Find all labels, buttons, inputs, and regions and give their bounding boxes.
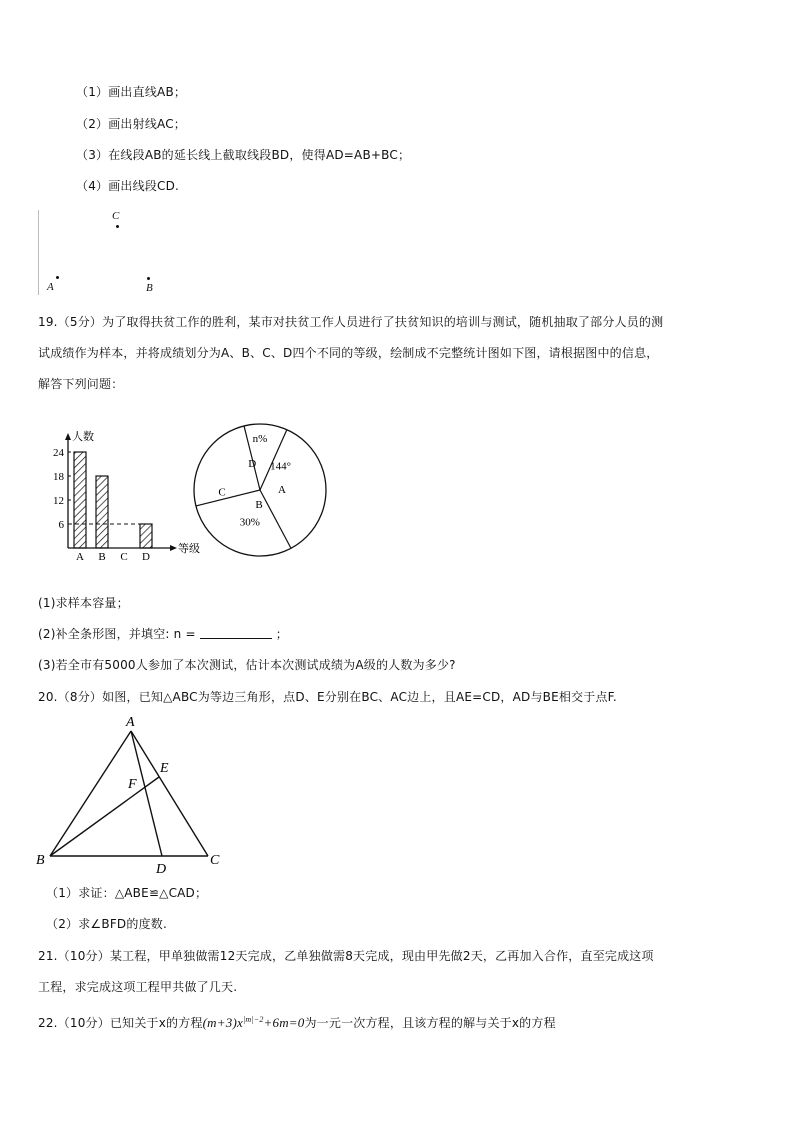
q20-sub-1: （1）求证：△ABE≌△CAD； xyxy=(46,886,208,900)
q21-line-1: 21.（10分）某工程，甲单独做需12天完成，乙单独做需8天完成，现由甲先做2天，乙再加入合作，直至完成这项 xyxy=(38,949,654,963)
q22-eq-main: (m+3)x xyxy=(202,1015,243,1030)
q19-sub-2-text: (2)补全条形图，并填空: n = xyxy=(38,627,196,641)
pie-text-b: 30% xyxy=(239,516,260,529)
q19-sub-2 xyxy=(38,625,288,642)
y-axis-title: 人数 xyxy=(72,431,94,443)
point-a-label: A xyxy=(47,281,54,293)
triangle-figure xyxy=(30,710,230,880)
vertex-a-label: A xyxy=(126,715,135,730)
x-tick-label: B xyxy=(98,551,106,562)
q22-line xyxy=(38,1014,556,1031)
answer-blank[interactable] xyxy=(200,627,272,639)
x-axis-arrow xyxy=(170,545,177,551)
pie-chart xyxy=(190,420,330,560)
pie-slice-boundary xyxy=(196,490,260,506)
q19-sub-3: (3)若全市有5000人参加了本次测试，估计本次测试成绩为A级的人数为多少? xyxy=(38,658,456,672)
q18-item-3: （3）在线段AB的延长线上截取线段BD，使得AD=AB+BC； xyxy=(76,148,411,162)
y-axis-arrow xyxy=(65,433,71,440)
segment-be xyxy=(50,777,159,856)
q19-line-3: 解答下列问题： xyxy=(38,377,124,391)
q21-line-2: 工程，求完成这项工程甲共做了几天. xyxy=(38,980,238,994)
q19-sub-2-end: ； xyxy=(275,627,288,641)
point-b-label: B xyxy=(146,282,153,294)
pie-label-c: C xyxy=(218,486,226,499)
q22-post: 为一元一次方程，且该方程的解与关于x的方程 xyxy=(304,1016,556,1030)
vertex-c-label: C xyxy=(210,853,220,868)
x-tick-label: C xyxy=(120,551,128,562)
q22-pre: 22.（10分）已知关于x的方程 xyxy=(38,1016,203,1030)
bar-chart xyxy=(48,430,208,562)
x-axis-title: 等级 xyxy=(178,543,200,555)
point-c-label: C xyxy=(112,210,120,222)
y-tick-label: 12 xyxy=(53,495,64,507)
side-ac xyxy=(131,731,208,856)
vertex-b-label: B xyxy=(36,853,45,868)
y-tick-label: 18 xyxy=(53,471,64,483)
q22-eq-exponent: |m|−2 xyxy=(242,1015,264,1024)
point-e-label: E xyxy=(160,761,169,776)
y-tick-label: 6 xyxy=(58,519,64,531)
pie-label-d: D xyxy=(248,458,257,471)
bar xyxy=(96,476,108,548)
point-d-label: D xyxy=(156,862,167,877)
q22-eq-tail: +6m=0 xyxy=(263,1015,305,1030)
x-tick-label: A xyxy=(76,551,84,562)
pie-label-a: A xyxy=(278,484,286,497)
q18-item-1: （1）画出直线AB； xyxy=(76,85,187,99)
q18-item-4: （4）画出线段CD. xyxy=(76,179,180,193)
pie-text-d: n% xyxy=(252,433,268,445)
q18-item-2: （2）画出射线AC； xyxy=(76,117,187,131)
pie-label-b: B xyxy=(255,498,263,511)
q19-line-1: 19.（5分）为了取得扶贫工作的胜利，某市对扶贫工作人员进行了扶贫知识的培训与测试，随机抽取了部分人员的测 xyxy=(38,315,664,329)
y-tick-label: 24 xyxy=(53,447,64,459)
q20-stem: 20.（8分）如图，已知△ABC为等边三角形，点D、E分别在BC、AC边上，且AE=CD，AD与BE相交于点F. xyxy=(38,690,617,704)
point-a-dot xyxy=(56,276,59,279)
q19-sub-1: (1)求样本容量； xyxy=(38,596,129,610)
pie-text-a: 144° xyxy=(270,460,292,473)
q20-sub-2: （2）求∠BFD的度数. xyxy=(46,917,167,931)
side-ab xyxy=(50,731,131,856)
q19-line-2: 试成绩作为样本，并将成绩划分为A、B、C、D四个不同的等级，绘制成不完整统计图如下图，请根据图中的信息， xyxy=(38,346,659,360)
point-c-dot xyxy=(116,225,119,228)
x-tick-label: D xyxy=(142,551,150,562)
point-f-label: F xyxy=(128,777,137,792)
point-b-dot xyxy=(147,277,150,280)
figure-left-edge xyxy=(38,210,39,295)
pie-slice-boundary xyxy=(260,490,291,548)
pie-group xyxy=(194,424,326,556)
bar xyxy=(74,452,86,548)
bar xyxy=(140,524,152,548)
